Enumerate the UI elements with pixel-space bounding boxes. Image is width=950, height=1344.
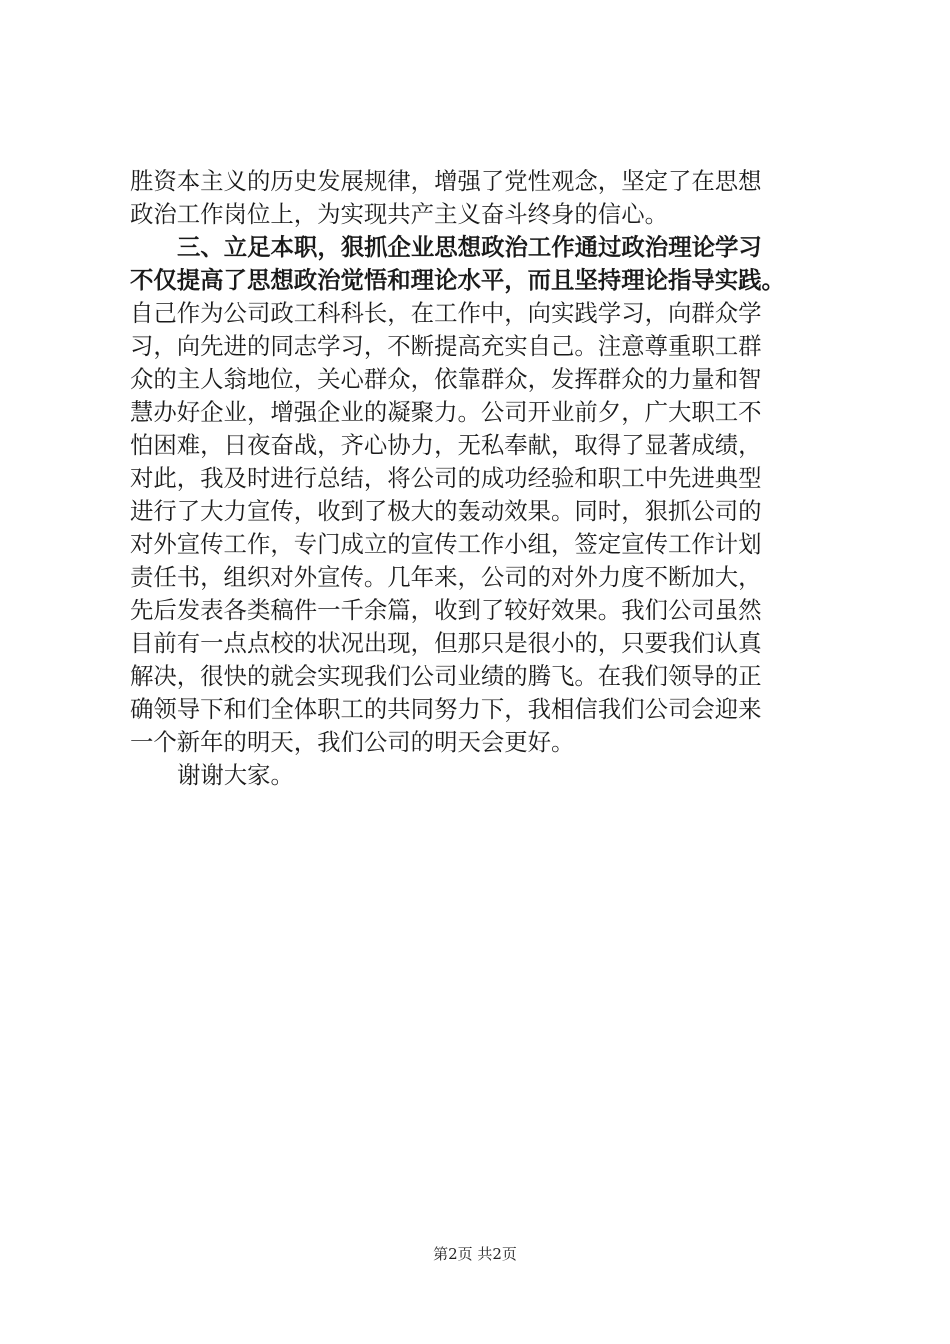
- text-line: 自己作为公司政工科科长，在工作中，向实践学习，向群众学: [130, 299, 762, 327]
- text-line: 进行了大力宣传，收到了极大的轰动效果。同时，狠抓公司的: [130, 497, 762, 525]
- closing-line: 谢谢大家。: [177, 761, 294, 789]
- text-line: 先后发表各类稿件一千余篇，收到了较好效果。我们公司虽然: [130, 596, 762, 624]
- text-line: 怕困难，日夜奋战，齐心协力，无私奉献，取得了显著成绩，: [130, 431, 762, 459]
- text-line: 慧办好企业，增强企业的凝聚力。公司开业前夕，广大职工不: [130, 398, 762, 426]
- text-line: 政治工作岗位上，为实现共产主义奋斗终身的信心。: [130, 200, 668, 228]
- text-line: 一个新年的明天，我们公司的明天会更好。: [130, 728, 575, 756]
- text-line: 胜资本主义的历史发展规律，增强了党性观念，坚定了在思想: [130, 167, 762, 195]
- text-line: 习，向先进的同志学习，不断提高充实自己。注意尊重职工群: [130, 332, 762, 360]
- text-line: 确领导下和们全体职工的共同努力下，我相信我们公司会迎来: [130, 695, 762, 723]
- text-line: 解决，很快的就会实现我们公司业绩的腾飞。在我们领导的正: [130, 662, 762, 690]
- section-heading-line: 不仅提高了思想政治觉悟和理论水平，而且坚持理论指导实践。: [130, 266, 785, 294]
- text-line: 对此，我及时进行总结，将公司的成功经验和职工中先进典型: [130, 464, 762, 492]
- text-line: 责任书，组织对外宣传。几年来，公司的对外力度不断加大，: [130, 563, 762, 591]
- text-line: 众的主人翁地位，关心群众，依靠群众，发挥群众的力量和智: [130, 365, 762, 393]
- page-footer: 第2页 共2页: [433, 1245, 517, 1263]
- section-heading-line: 三、立足本职，狠抓企业思想政治工作通过政治理论学习: [177, 233, 762, 261]
- body-text: [130, 165, 835, 792]
- text-line: 目前有一点点校的状况出现，但那只是很小的，只要我们认真: [130, 629, 762, 657]
- text-line: 对外宣传工作，专门成立的宣传工作小组，签定宣传工作计划: [130, 530, 762, 558]
